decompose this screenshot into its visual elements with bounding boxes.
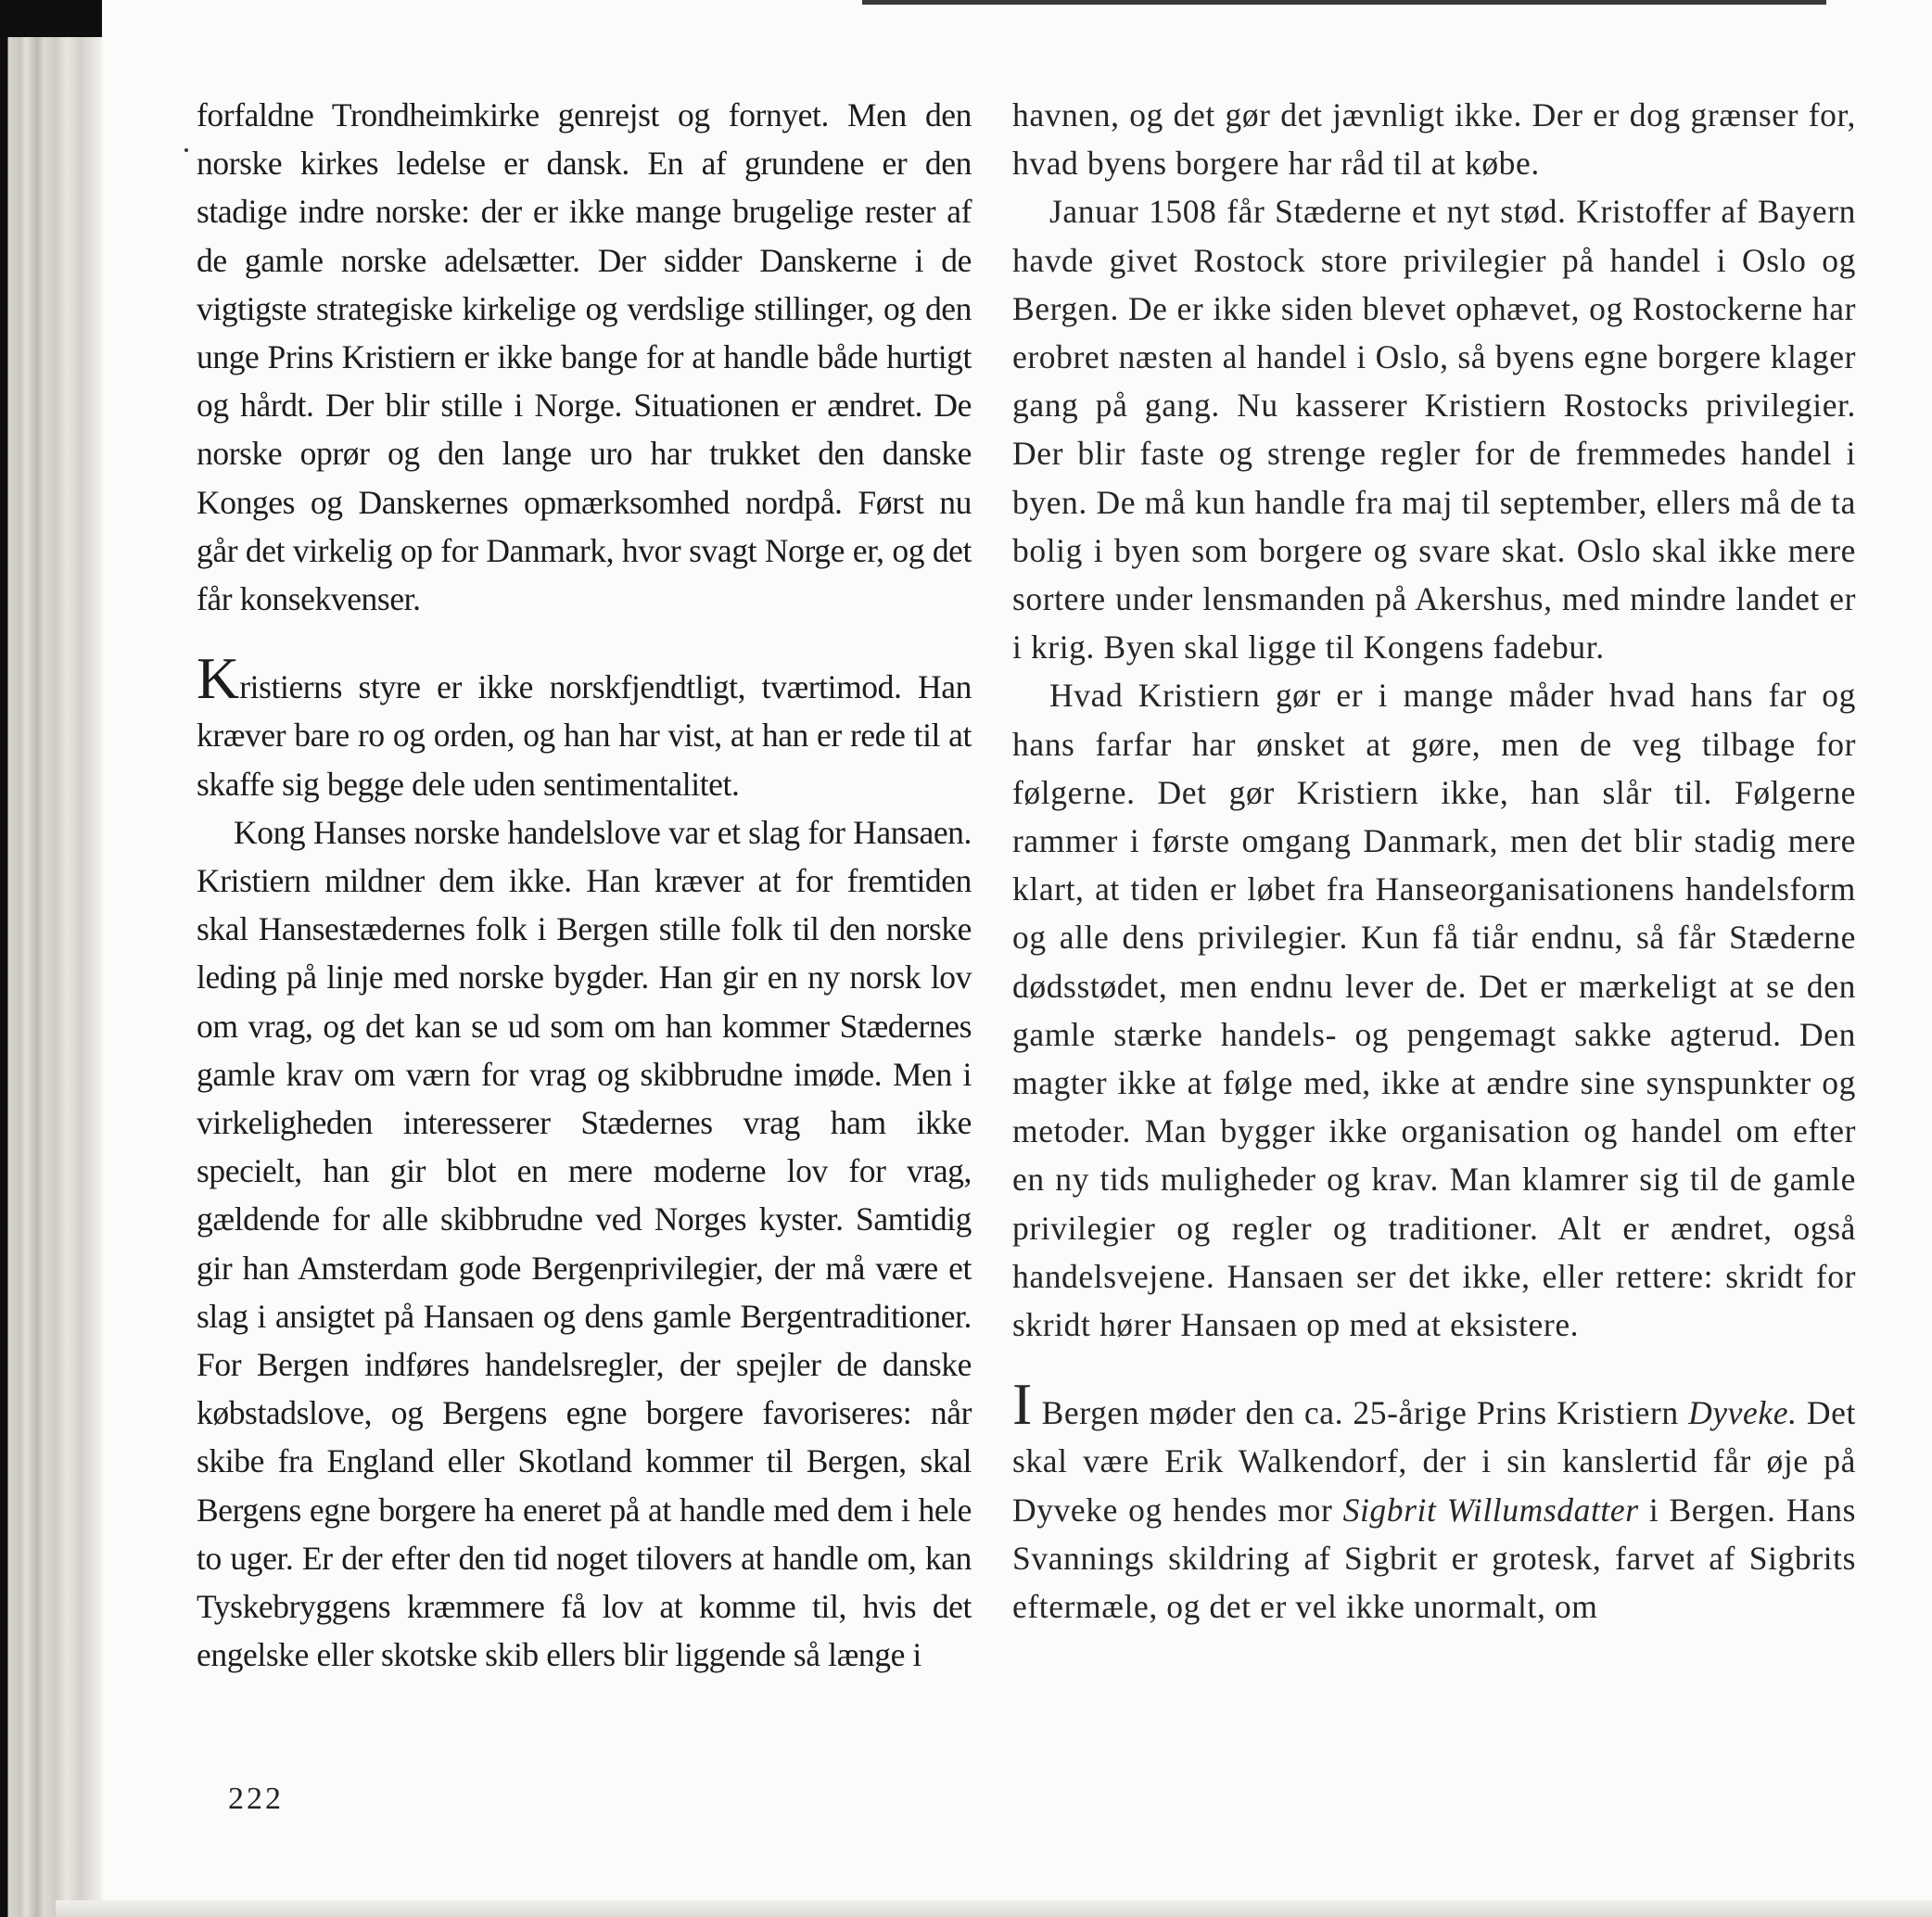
paragraph: havnen, og det gør det jævnligt ikke. Der er dog grænser for, hvad byens borgere har råd til at købe. xyxy=(1012,96,1856,183)
left-column xyxy=(197,91,972,1680)
paragraph-with-dropcap xyxy=(1012,1371,1856,1631)
italic-name: Dyveke. xyxy=(1688,1394,1798,1432)
dropcap-letter: I xyxy=(1012,1371,1033,1438)
paragraph-text: Det skal være Erik Walkendorf, der i sin kanslertid får øje på Dyveke og hendes mor xyxy=(1012,1394,1856,1529)
paragraph: Kong Hanses norske handelslove var et slag for Hansaen. Kristiern mildner dem ikke. Han kræver at for fremtiden skal Hansestædernes folk i Bergen stille folk til den norske leding på linje med norske bygder. Han gir en ny norsk lov om vrag, og det kan se ud som om han kommer Stædernes gamle krav om værn for vrag og skibbrudne imøde. Men i virkeligheden interesserer Stædernes vrag ham ikke specielt, han gir blot en mere moderne lov for vrag, gældende for alle skibbrudne ved Norges kyster. Samtidig gir han Amsterdam gode Bergenprivilegier, der må være et slag i ansigtet på Hansaen og dens gamle Bergentraditioner. For Bergen indføres handelsregler, der spejler de danske købstadslove, og Bergens egne borgere favoriseres: når skibe fra England eller Skotland kommer til Bergen, skal Bergens egne borgere ha eneret på at handle med dem i hele to uger. Er der efter den tid noget tilovers at handle om, kan Tyskebryggens kræmmere få lov at komme til, hvis det engelske eller skotske skib ellers blir liggende så længe i xyxy=(197,813,972,1674)
paragraph: Januar 1508 får Stæderne et nyt stød. Kristoffer af Bayern havde givet Rostock store privilegier på handel i Oslo og Bergen. De er ikke siden blevet ophævet, og Rostockerne har erobret næsten al handel i Oslo, så byens egne borgere klager gang på gang. Nu kasserer Kristiern Rostocks privilegier. Der blir faste og strenge regler for de fremmedes handel i byen. De må kun handle fra maj til september, ellers må de ta bolig i byen som borgere og svare skat. Oslo skal ikke mere sortere under lensmanden på Akershus, med mindre landet er i krig. Byen skal ligge til Kongens fadebur. xyxy=(1012,193,1856,667)
paragraph: Hvad Kristiern gør er i mange måder hvad hans far og hans farfar har ønsket at gøre, men de veg tilbage for følgerne. Det gør Kristiern ikke, han slår til. Følgerne rammer i første omgang Danmark, men det blir stadig mere klart, at tiden er løbet fra Hanseorganisationens handelsform og alle dens privilegier. Kun få tiår endnu, så får Stæderne dødsstødet, men endnu lever de. Det er mærkeligt at se den gamle stærke handels- og pengemagt sakke agterud. Den magter ikke at følge med, ikke at ændre sine synspunkter og metoder. Man bygger ikke organisation og handel om efter en ny tids muligheder og krav. Man klamrer sig til de gamle privilegier og regler og traditioner. Alt er ændret, også handelsvejene. Hansaen ser det ikke, eller rettere: skridt for skridt hører Hansaen op med at eksistere. xyxy=(1012,677,1856,1344)
paragraph-text: ristierns styre er ikke norskfjendtligt, tværtimod. Han kræver bare ro og orden, og han har vist, at han er rede til at skaffe sig begge dele uden sentimentalitet. xyxy=(197,668,972,803)
top-edge-shadow xyxy=(862,0,1826,5)
paragraph-with-dropcap xyxy=(197,645,972,808)
bottom-edge-shadow xyxy=(56,1900,1932,1917)
paragraph-text: i Bergen. Hans Svannings skildring af Sigbrit er grotesk, farvet af Sigbrits eftermæle, og det er vel ikke unormalt, om xyxy=(1012,1491,1856,1626)
page-number: 222 xyxy=(228,1782,284,1816)
right-column xyxy=(1012,91,1856,1631)
paragraph-text: Bergen møder den ca. 25-årige Prins Kristiern xyxy=(1032,1394,1689,1432)
margin-mark xyxy=(184,148,188,152)
italic-name: Sigbrit Willumsdatter xyxy=(1342,1491,1639,1529)
paragraph: forfaldne Trondheimkirke genrejst og fornyet. Men den norske kirkes ledelse er dansk. En af grundene er den stadige indre norske: der er ikke mange brugelige rester af de gamle norske adelsætter. Der sidder Danskerne i de vigtigste strategiske kirkelige og verdslige stillinger, og den unge Prins Kristiern er ikke bange for at handle både hurtigt og hårdt. Der blir stille i Norge. Situationen er ændret. De norske oprør og den lange uro har trukket den danske Konges og Danskernes opmærksomhed nordpå. Først nu går det virkelig op for Danmark, hvor svagt Norge er, og det får konsekvenser. xyxy=(197,96,972,618)
dropcap-letter: K xyxy=(197,645,240,712)
book-page-edges xyxy=(0,0,102,1917)
